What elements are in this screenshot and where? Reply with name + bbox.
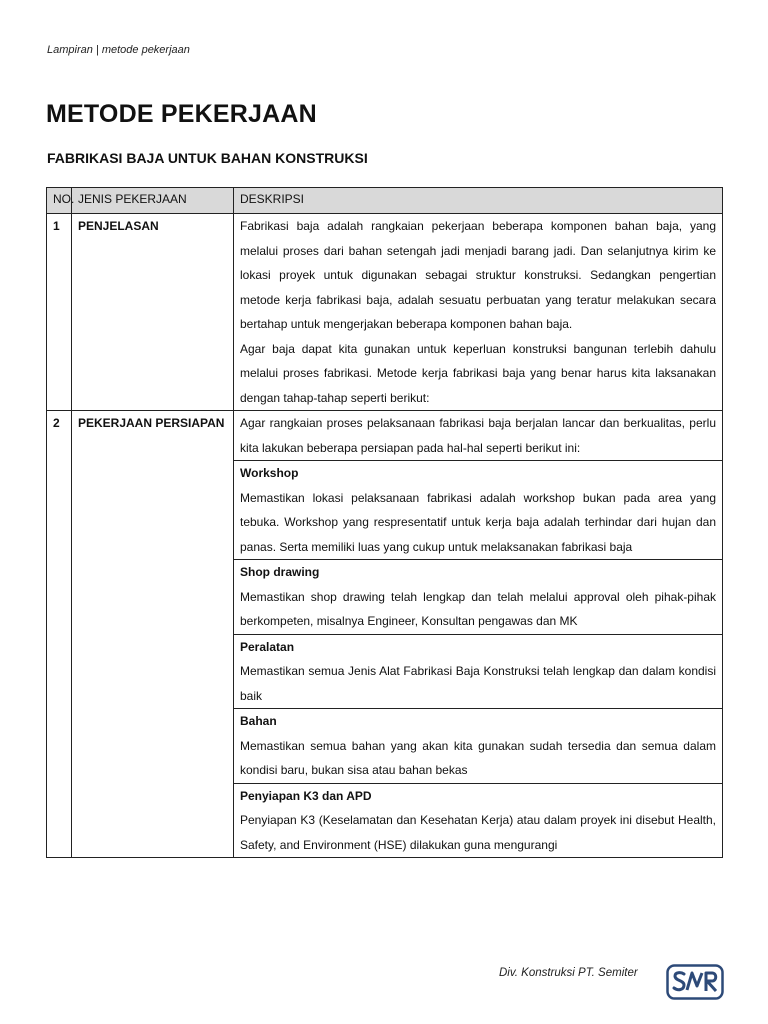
subsection-title: Bahan [240,714,277,728]
header-breadcrumb: Lampiran | metode pekerjaan [47,44,190,56]
row-number: 2 [47,411,72,858]
subsection-body: Memastikan shop drawing telah lengkap dan telah melalui approval oleh pihak-pihak berkompeten, misalnya Engineer, Konsultan pengawas dan MK [240,589,716,628]
subsection-shop-drawing [234,560,723,635]
description-paragraph: Agar baja dapat kita gunakan untuk keperluan konstruksi bangunan terlebih dahulu melalui proses fabrikasi. Metode kerja fabrikasi baja yang benar harus kita laksanakan dengan tahap-tahap seperti berikut: [240,341,716,405]
subsection-title: Workshop [240,466,299,480]
table-row [47,411,723,461]
row-description-intro [234,411,723,461]
subsection-k3-apd [234,783,723,858]
subsection-body: Memastikan lokasi pelaksanaan fabrikasi adalah workshop bukan pada area yang tebuka. Workshop yang respresentatif untuk kerja baja adalah terhindar dari hujan dan panas. Serta memiliki luas yang cukup untuk melaksanakan fabrikasi baja [240,490,716,554]
description-paragraph: Agar rangkaian proses pelaksanaan fabrikasi baja berjalan lancar dan berkualitas, perlu kita lakukan beberapa persiapan pada hal-hal seperti berikut ini: [240,416,716,455]
description-paragraph: Fabrikasi baja adalah rangkaian pekerjaan beberapa komponen bahan baja, yang melalui proses dari bahan setengah jadi menjadi barang jadi. Dan selanjutnya kirim ke lokasi proyek untuk digunakan sebagai struktur konstruksi. Sedangkan pengertian metode kerja fabrikasi baja, adalah sesuatu perbuatan yang teratur melakukan secara bertahap untuk mengerjakan beberapa komponen bahan baja. [240,219,716,331]
footer-division: Div. Konstruksi PT. Semiter [499,967,638,979]
subsection-body: Memastikan semua bahan yang akan kita gunakan sudah tersedia dan semua dalam kondisi baru, bukan sisa atau bahan bekas [240,738,716,777]
row-description [234,214,723,411]
method-table [46,187,723,858]
subsection-body: Memastikan semua Jenis Alat Fabrikasi Baja Konstruksi telah lengkap dan dalam kondisi baik [240,664,716,703]
column-header-jenis: JENIS PEKERJAAN [72,188,234,214]
subsection-peralatan [234,634,723,709]
table-header-row [47,188,723,214]
column-header-deskripsi: DESKRIPSI [234,188,723,214]
subsection-workshop [234,461,723,560]
page-subtitle: FABRIKASI BAJA UNTUK BAHAN KONSTRUKSI [47,150,368,166]
subsection-title: Penyiapan K3 dan APD [240,788,372,803]
column-header-no: NO. [47,188,72,214]
subsection-title: Shop drawing [240,565,320,579]
table-row [47,214,723,411]
row-jenis: PEKERJAAN PERSIAPAN [72,411,234,858]
row-jenis: PENJELASAN [72,214,234,411]
subsection-bahan [234,709,723,784]
page-title: METODE PEKERJAAN [46,100,317,128]
subsection-title: Peralatan [240,639,295,654]
company-logo [666,964,724,1000]
row-number: 1 [47,214,72,411]
subsection-body: Penyiapan K3 (Keselamatan dan Kesehatan Kerja) atau dalam proyek ini disebut Health, Safety, and Environment (HSE) dilakukan guna mengurangi [240,813,716,852]
